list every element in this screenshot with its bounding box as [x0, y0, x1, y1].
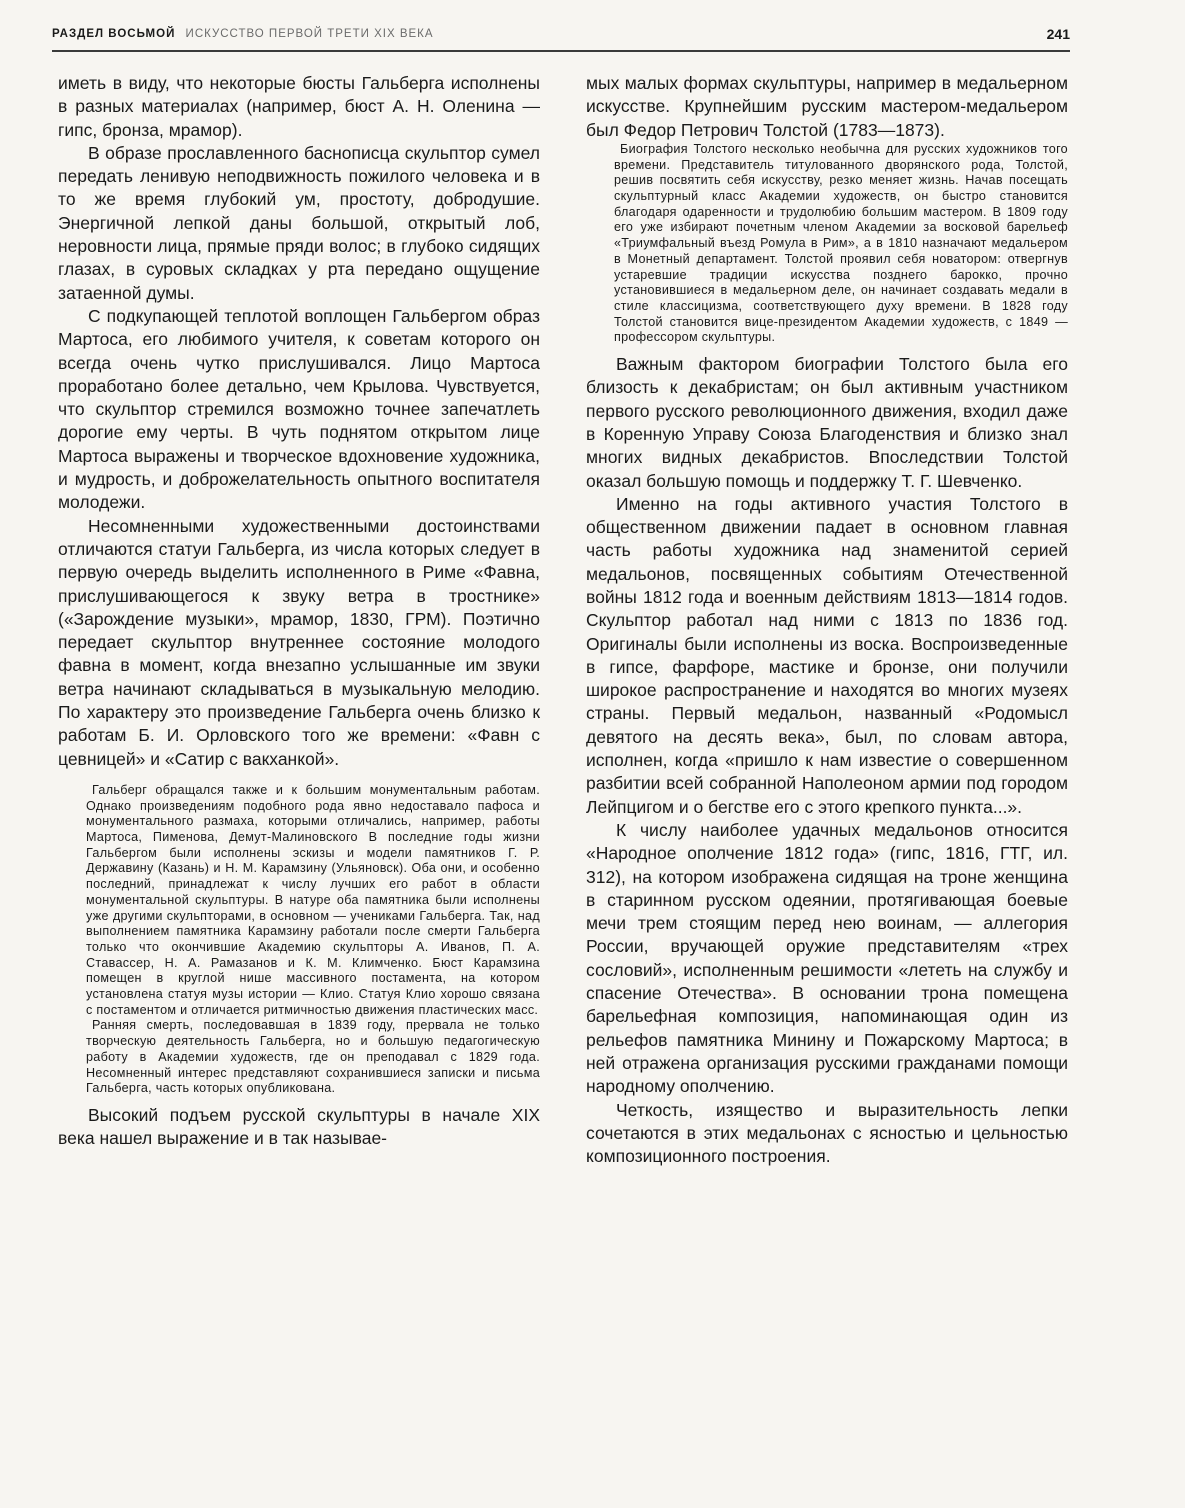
paragraph: мых малых формах скульптуры, например в медальерном искусстве. Крупнейшим русским мастером-медальером был Федор Петрович Толстой (1783—1873).	[586, 73, 1068, 140]
running-header	[52, 28, 1070, 52]
spacer	[58, 1097, 540, 1104]
paragraph: Высокий подъем русской скульптуры в начале XIX века нашел выражение и в так называе-	[58, 1104, 540, 1149]
small-print-paragraph: Ранняя смерть, последовавшая в 1839 году, прервала не только творческую деятельность Гальберга, но и большую педагогическую работу в Академии художеств, где он преподавал с 1829 года. Несомненный интерес представляют сохранившиеся записки и письма Гальберга, часть которых опубликована.	[86, 1018, 540, 1096]
left-column	[58, 72, 540, 1151]
paragraph: Несомненными художественными достоинствами отличаются статуи Гальберга, из числа которых следует в первую очередь выделить исполненного в Риме «Фавна, прислушивающегося к звуку ветра в тростнике» («Зарождение музыки», мрамор, 1830, ГРМ). Поэтично передает скульптор внутреннее состояние молодого фавна в момент, когда внезапно услышанные им звуки ветра начинают складываться в музыкальную мелодию. По характеру это произведение Гальберга очень близко к работам Б. И. Орловского того же времени: «Фавн с цевницей» и «Сатир с вакханкой».	[58, 515, 540, 769]
spacer	[586, 346, 1068, 353]
small-print-paragraph: Гальберг обращался также и к большим монументальным работам. Однако произведениям подобного рода явно недоставало пафоса и монументального размаха, которыми отличались, например, работы Мартоса, Пименова, Демут-Малиновского В последние годы жизни Гальбергом были исполнены эскизы и модели памятников Г. Р. Державину (Казань) и Н. М. Карамзину (Ульяновск). Оба они, и особенно последний, принадлежат к числу лучших его работ в области монументальной скульптуры. В натуре оба памятника были исполнены уже другими скульпторами, в основном — учениками Гальберга. Так, над выполнением памятника Карамзину работали после смерти Гальберга только что окончившие Академию скульпторы А. Иванов, П. А. Ставассер, Н. А. Рамазанов и К. М. Климченко. Бюст Карамзина помещен в круглой нише массивного постамента, на котором установлена статуя музы истории — Клио. Статуя Клио хорошо связана с постаментом и отличается ритмичностью движения пластических масс.	[86, 782, 540, 1017]
right-column	[586, 72, 1068, 1168]
section-title: РАЗДЕЛ ВОСЬМОЙ	[52, 28, 176, 40]
paragraph: Четкость, изящество и выразительность лепки сочетаются в этих медальонах с ясностью и цельностью композиционного построения.	[586, 1099, 1068, 1167]
paragraph: В образе прославленного баснописца скульптор сумел передать ленивую неподвижность пожилого человека и в то же время глубокий ум, простоту, добродушие. Энергичной лепкой даны большой, открытый лоб, неровности лица, прямые пряди волос; в глубоко сидящих глазах, в суровых складках у рта передано ощущение затаенной думы.	[58, 142, 540, 303]
paragraph: Именно на годы активного участия Толстого в общественном движении падает в основном главная часть работы художника над знаменитой серией медальонов, посвященных событиям Отечественной войны 1812 года и военным действиям 1813—1814 годов. Скульптор работал над ними с 1813 по 1836 год. Оригиналы были исполнены из воска. Воспроизведенные в гипсе, фарфоре, мастике и бронзе, они получили широкое распространение и находятся во многих музеях страны. Первый медальон, названный «Родомысл девятого на десять века», был, по словам автора, исполнен, когда «пришло к нам известие о совершенном разбитии всей собранной Наполеоном армии под городом Лейпцигом и о бегстве его с этого крепкого пункта...».	[586, 493, 1068, 817]
paragraph: С подкупающей теплотой воплощен Гальбергом образ Мартоса, его любимого учителя, к советам которого он всегда очень чутко прислушивался. Лицо Мартоса проработано более детально, чем Крылова. Чувствуется, что скульптор стремился возможно точнее запечатлеть дорогие ему черты. В чуть поднятом открытом лице Мартоса выражены и творческое вдохновение художника, и мудрость, и доброжелательность опытного воспитателя молодежи.	[58, 305, 540, 513]
page-number: 241	[1046, 26, 1070, 42]
paragraph: К числу наиболее удачных медальонов относится «Народное ополчение 1812 года» (гипс, 1816, ГТГ, ил. 312), на котором изображена сидящая на троне женщина в старинном русском одеянии, протягивающая боевые мечи трем стоящим перед нею воинам, — аллегория России, вручающей оружие представителям «трех сословий», исполненным решимости «лететь на службу и спасение Отечества». В основании трона помещена барельефная композиция, напоминающая один из рельефов памятника Минину и Пожарскому Мартоса; в ней отражена организация русскими гражданами помощи народному ополчению.	[586, 819, 1068, 1097]
small-print-paragraph: Биография Толстого несколько необычна для русских художников того времени. Представитель титулованного дворянского рода, Толстой, решив посвятить себя искусству, резко меняет жизнь. Начав посещать скульптурный класс Академии художеств, он быстро становится благодаря одаренности и трудолюбию большим мастером. В 1809 году его уже избирают почетным членом Академии за восковой барельеф «Триумфальный въезд Ромула в Рим», а в 1810 назначают медальером в Монетный департамент. Толстой проявил себя новатором: отвергнув устаревшие традиции искусства позднего барокко, прочно установившиеся в медальерном деле, он начинает создавать медали в стиле классицизма, соответствующего духу времени. В 1828 году Толстой становится вице-президентом Академии художеств, с 1849 — профессором скульптуры.	[614, 141, 1068, 345]
spacer	[58, 771, 540, 783]
paragraph: Важным фактором биографии Толстого была его близость к декабристам; он был активным участником первого русского революционного движения, входил даже в Коренную Управу Союза Благоденствия и близко знал многих видных декабристов. Впоследствии Толстой оказал большую помощь и поддержку Т. Г. Шевченко.	[586, 354, 1068, 491]
paragraph: иметь в виду, что некоторые бюсты Гальберга исполнены в разных материалах (например, бюст А. Н. Оленина — гипс, бронза, мрамор).	[58, 73, 540, 140]
section-topic: ИСКУССТВО ПЕРВОЙ ТРЕТИ XIX ВЕКА	[185, 28, 434, 40]
